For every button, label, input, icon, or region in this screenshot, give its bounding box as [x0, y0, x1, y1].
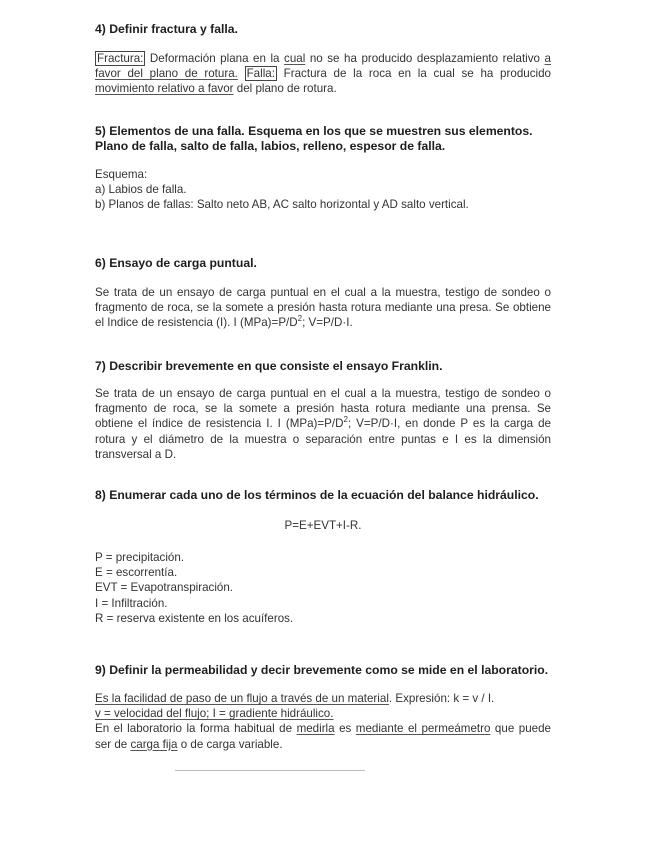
section-6-body	[95, 285, 551, 331]
text-part: que puede ser de	[95, 722, 551, 751]
term-item: R = reserva existente en los acuíferos.	[95, 611, 294, 625]
fractura-def-underlined: a favor del plano de rotura.	[95, 52, 551, 81]
section-7-title: 7) Describir brevemente en que consiste el ensayo Franklin.	[95, 359, 443, 373]
term-item: E = escorrentía.	[95, 566, 178, 580]
text-underlined: mediante el permeámetro	[355, 722, 491, 736]
section-6-text-tail: ; V=P/D·I.	[302, 316, 353, 330]
falla-def-part: del plano de rotura.	[233, 82, 337, 96]
section-7	[95, 359, 551, 462]
section-6-text: Se trata de un ensayo de carga puntual en el cual a la muestra, testigo de sondeo o fragmento de roca, se la somete a presión hasta rotura mediante una presa. Se obtiene el Indice de resistencia (I). I (MPa)=P/D	[95, 286, 551, 330]
scheme-item-a: a) Labios de falla.	[95, 183, 187, 197]
fractura-def-part: Deformación plana en la	[145, 52, 285, 65]
section-7-body	[95, 386, 551, 462]
section-4	[95, 22, 551, 97]
term-falla: Falla:	[246, 67, 275, 81]
section-5-subtitle: Plano de falla, salto de falla, labios, relleno, espesor de falla.	[95, 139, 446, 153]
section-4-title: 4) Definir fractura y falla.	[95, 22, 238, 36]
falla-def-part: Fractura de la roca en la cual se ha producido	[276, 67, 551, 81]
section-9-line-2: v = velocidad del flujo; I = gradiente hidráulico.	[95, 707, 334, 721]
text-part: . Expresión: k = v / I.	[388, 692, 495, 705]
section-5	[95, 124, 551, 213]
section-9	[95, 663, 551, 752]
term-fractura: Fractura:	[97, 52, 144, 65]
balance-equation: P=E+EVT+I-R.	[284, 519, 362, 532]
text-underlined: carga fija	[130, 737, 178, 751]
superscript: 2	[343, 415, 348, 425]
text-part: es	[334, 722, 356, 736]
text-underlined: medirla	[296, 722, 335, 736]
falla-def-underlined: movimiento relativo a favor	[95, 82, 234, 96]
fractura-def-part: no se ha producido desplazamiento relativo	[305, 52, 545, 65]
term-item: P = precipitación.	[95, 551, 185, 564]
section-9-line-3	[95, 721, 551, 751]
section-6-title: 6) Ensayo de carga puntual.	[95, 256, 257, 270]
equation-terms-list	[95, 550, 551, 626]
scheme-item-b: b) Planos de fallas: Salto neto AB, AC salto horizontal y AD salto vertical.	[95, 198, 469, 212]
scheme-label: Esquema:	[95, 168, 148, 181]
section-6	[95, 256, 551, 331]
section-7-text: Se trata de un ensayo de carga puntual en el cual a la muestra, testigo de sondeo o fragmento de roca, se la somete a presión hasta rotura mediante una prensa. Se obtiene el índice de resistencia I. I (MPa)=P/D	[95, 387, 551, 431]
section-4-body	[95, 51, 551, 97]
section-5-title: 5) Elementos de una falla. Esquema en los que se muestren sus elementos.	[95, 124, 533, 138]
section-7-text-tail: ; V=P/D·I, en donde P es la carga de rotura y el diámetro de la muestra o separación entre puntas e I es la dimensión transversal a D.	[95, 417, 551, 461]
fractura-def-underlined: cual	[284, 52, 306, 65]
text-underlined: Es la facilidad de paso de un flujo a través de un	[95, 692, 348, 705]
term-item: EVT = Evapotranspiración.	[95, 581, 234, 595]
superscript: 2	[297, 314, 303, 324]
section-8	[95, 488, 551, 626]
term-item: I = Infiltración.	[95, 596, 168, 610]
text-underlined: material	[347, 692, 389, 705]
text-part: o de carga variable.	[177, 737, 283, 751]
text-part: En el laboratorio la forma habitual de	[95, 722, 297, 736]
section-8-title: 8) Enumerar cada uno de los términos de la ecuación del balance hidráulico.	[95, 488, 539, 502]
section-9-title: 9) Definir la permeabilidad y decir brevemente como se mide en el laboratorio.	[95, 663, 549, 677]
pen-stroke	[175, 770, 365, 771]
section-9-line-1	[95, 691, 551, 706]
